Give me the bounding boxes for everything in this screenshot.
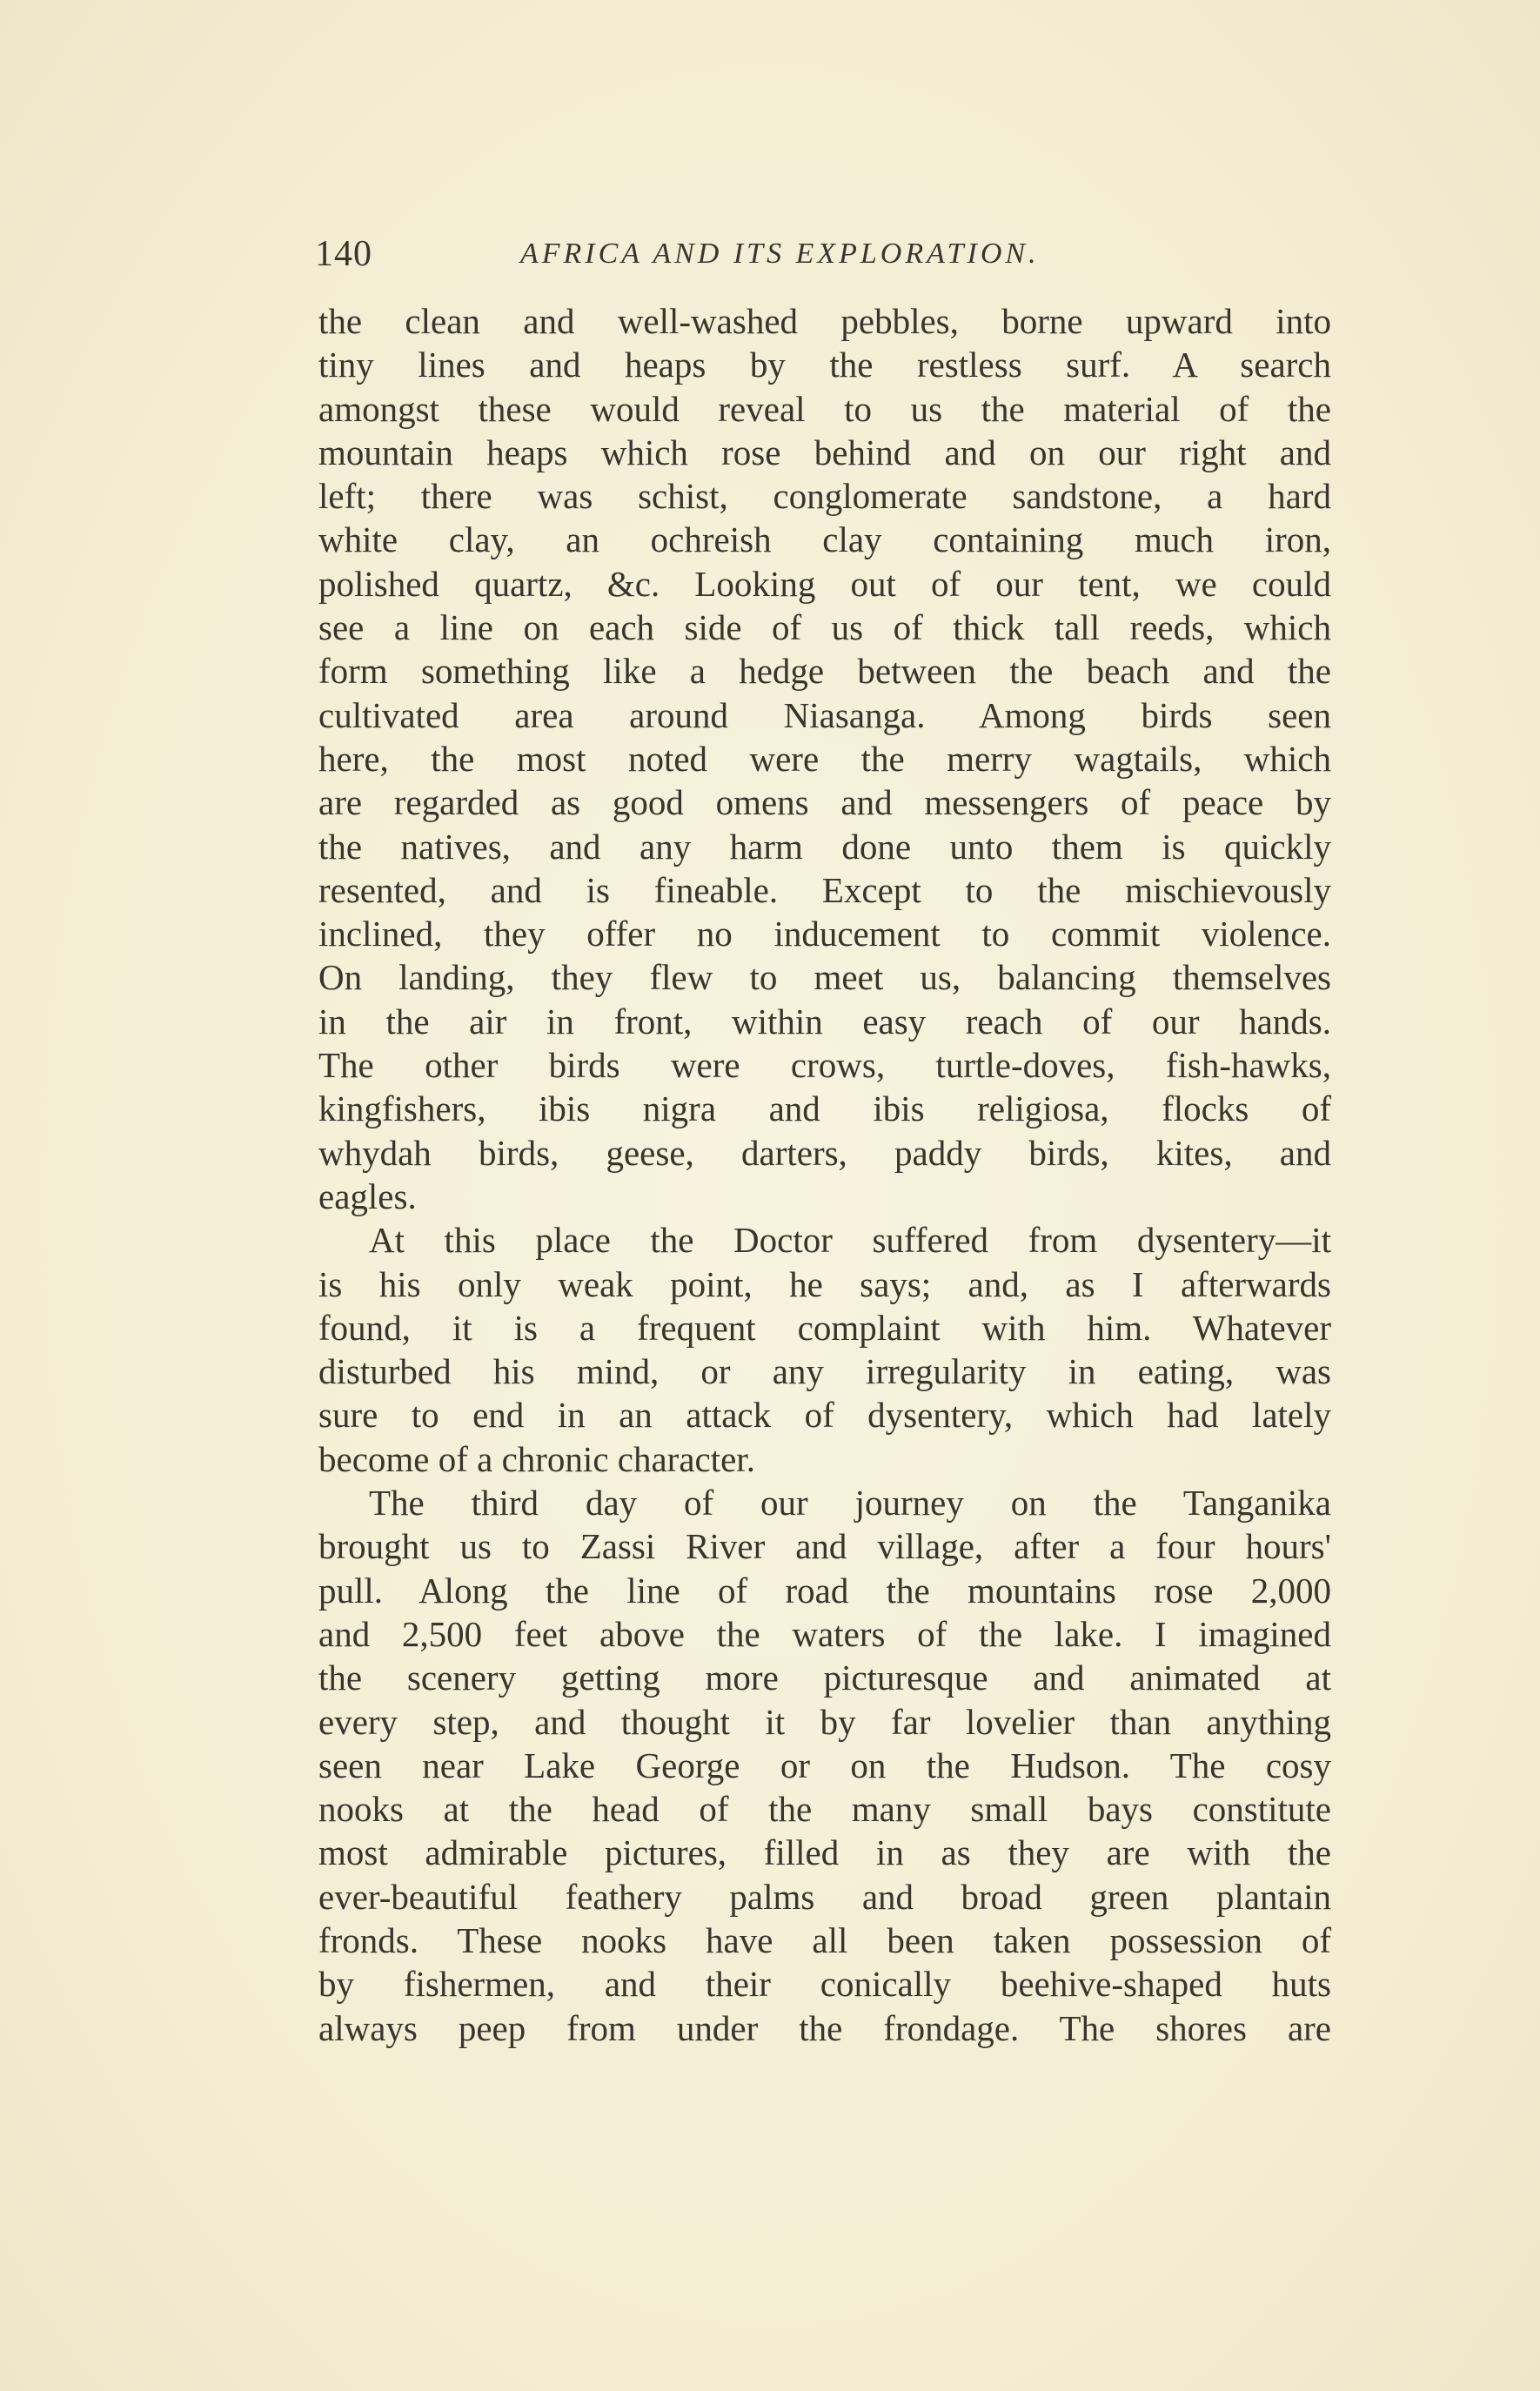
text-line: here, the most noted were the merry wagtails, which [318,738,1331,779]
text-line: amongst these would reveal to us the material of the [318,388,1331,429]
page-number: 140 [315,234,372,274]
text-line: kingfishers, ibis nigra and ibis religiosa, flocks of [318,1088,1331,1129]
text-line: see a line on each side of us of thick tall reeds, which [318,607,1331,648]
text-line: by fishermen, and their conically beehive-shaped huts [318,1964,1331,2005]
text-line: every step, and thought it by far lovelier than anything [318,1701,1331,1742]
text-line: most admirable pictures, filled in as they are with the [318,1832,1331,1873]
text-line: resented, and is fineable. Except to the mischievously [318,869,1331,910]
text-line-paragraph-start: The third day of our journey on the Tanganika [369,1483,1331,1524]
text-line: is his only weak point, he says; and, as I afterwards [318,1263,1331,1304]
text-line: brought us to Zassi River and village, after a four hours' [318,1526,1331,1567]
text-line-paragraph-end: eagles. [318,1175,417,1216]
text-line: form something like a hedge between the beach and the [318,651,1331,692]
text-line: and 2,500 feet above the waters of the lake. I imagined [318,1613,1331,1654]
text-line: tiny lines and heaps by the restless surf. A search [318,345,1331,385]
text-line: whydah birds, geese, darters, paddy birds, kites, and [318,1132,1331,1173]
text-line: polished quartz, &c. Looking out of our tent, we could [318,563,1331,604]
text-line: inclined, they offer no inducement to commit violence. [318,914,1331,954]
text-line: in the air in front, within easy reach of our hands. [318,1001,1331,1041]
text-line: the natives, and any harm done unto them is quickly [318,826,1331,867]
body-text [318,299,1331,2050]
text-line: nooks at the head of the many small bays constitute [318,1789,1331,1830]
text-line: seen near Lake George or on the Hudson. The cosy [318,1745,1331,1785]
text-line: ever-beautiful feathery palms and broad green plantain [318,1876,1331,1917]
text-line: the clean and well-washed pebbles, borne upward into [318,301,1331,341]
text-line: left; there was schist, conglomerate sandstone, a hard [318,476,1331,517]
text-line: found, it is a frequent complaint with him. Whatever [318,1307,1331,1348]
text-line: white clay, an ochreish clay containing much iron, [318,519,1331,560]
running-head: AFRICA AND ITS EXPLORATION. [520,238,1040,270]
text-line: are regarded as good omens and messengers of peace by [318,782,1331,823]
text-line: fronds. These nooks have all been taken possession of [318,1919,1331,1960]
text-line: pull. Along the line of road the mountains rose 2,000 [318,1570,1331,1611]
text-line: the scenery getting more picturesque and animated at [318,1658,1331,1698]
text-line: sure to end in an attack of dysentery, which had lately [318,1395,1331,1436]
text-line: mountain heaps which rose behind and on our right and [318,432,1331,472]
text-line: cultivated area around Niasanga. Among birds seen [318,694,1331,735]
text-line-paragraph-end: become of a chronic character. [318,1438,755,1479]
text-line: The other birds were crows, turtle-doves, fish-hawks, [318,1045,1331,1086]
text-line-paragraph-start: At this place the Doctor suffered from dysentery—it [369,1220,1331,1261]
text-line: On landing, they flew to meet us, balancing themselves [318,957,1331,998]
text-line: always peep from under the frondage. The shores are [318,2007,1331,2048]
page-header [315,228,1331,280]
text-line: disturbed his mind, or any irregularity in eating, was [318,1351,1331,1392]
